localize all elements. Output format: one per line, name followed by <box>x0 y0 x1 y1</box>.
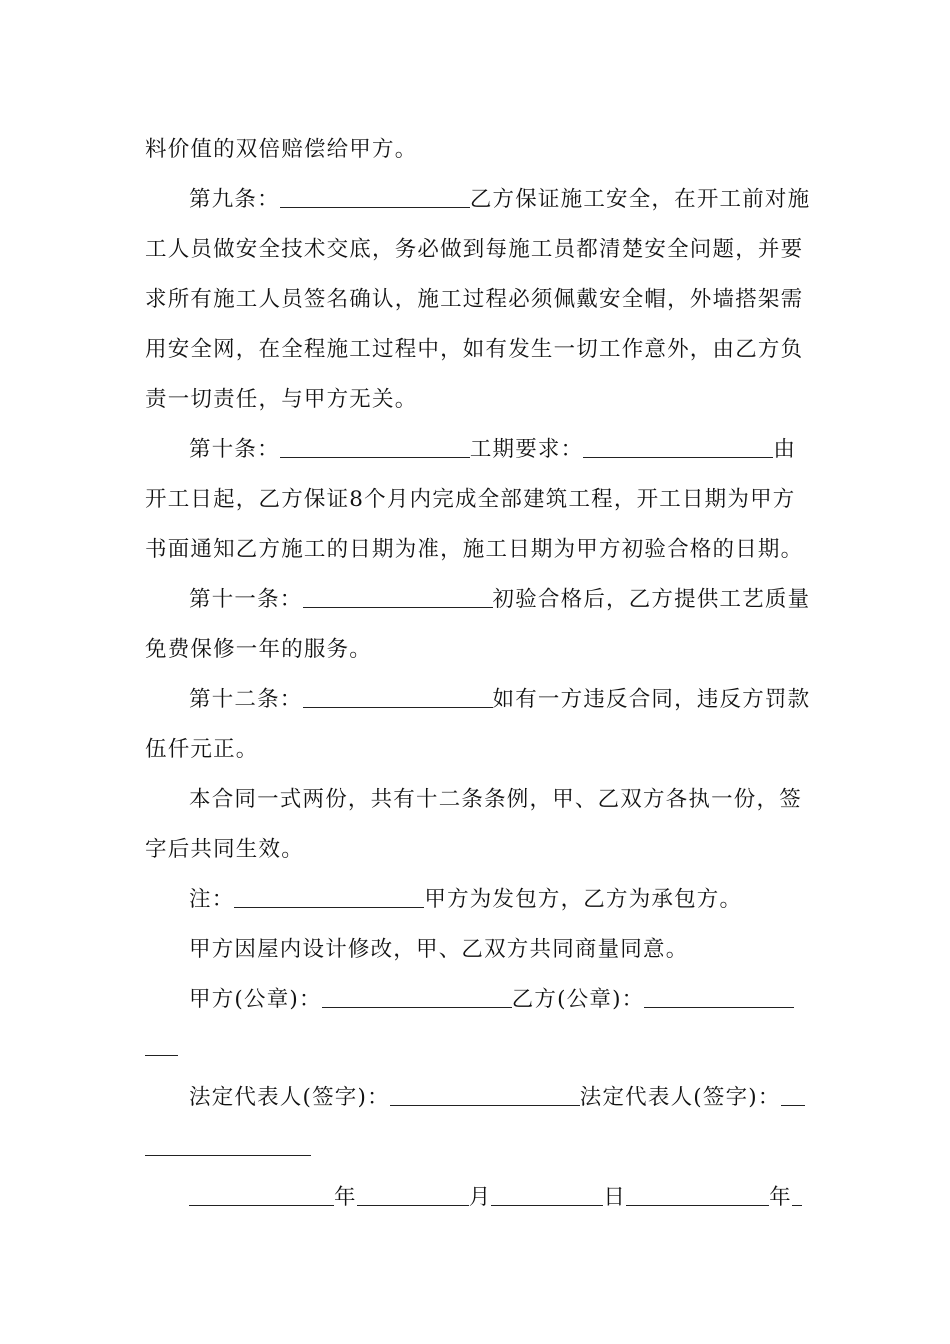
text-line: 免费保修一年的服务。 <box>145 637 373 662</box>
seal-line <box>189 986 794 1014</box>
article-9-line <box>189 186 810 214</box>
month-field[interactable] <box>357 1185 469 1206</box>
article-10-line <box>189 436 796 464</box>
text-line: 用安全网，在全程施工过程中，如有发生一切工作意外，由乙方负 <box>145 337 804 362</box>
blank-field[interactable] <box>234 887 424 908</box>
blank-field[interactable] <box>303 587 493 608</box>
article-12-text: 如有一方违反合同，违反方罚款 <box>492 687 811 712</box>
article-11-line <box>189 586 810 614</box>
text-line: 料价值的双倍赔偿给甲方。 <box>145 137 418 162</box>
party-b-seal-field[interactable] <box>644 987 794 1008</box>
text-line: 求所有施工人员签名确认，施工过程必须佩戴安全帽，外墙搭架需 <box>145 287 804 312</box>
article-10-label: 第十条： <box>189 437 280 462</box>
rep-a-label: 法定代表人(签字)： <box>189 1085 390 1110</box>
party-b-seal-label: 乙方(公章)： <box>511 987 645 1012</box>
note-label: 注： <box>189 887 235 912</box>
year-field-2[interactable] <box>626 1185 769 1206</box>
blank-field[interactable] <box>280 187 470 208</box>
blank-field[interactable] <box>583 437 773 458</box>
rep-b-signature-field[interactable] <box>781 1085 805 1106</box>
party-a-seal-label: 甲方(公章)： <box>189 987 322 1012</box>
date-line <box>189 1184 802 1212</box>
day-field[interactable] <box>491 1185 603 1206</box>
note-line <box>189 886 742 914</box>
party-a-seal-field[interactable] <box>322 987 512 1008</box>
article-10-mid: 工期要求： <box>469 437 584 462</box>
year-label-2: 年 <box>769 1185 792 1210</box>
text-line: 工人员做安全技术交底，务必做到每施工员都清楚安全问题，并要 <box>145 237 804 262</box>
rep-a-signature-field[interactable] <box>390 1085 580 1106</box>
text-line: 开工日起，乙方保证8个月内完成全部建筑工程，开工日期为甲方 <box>145 487 796 512</box>
party-b-seal-field-continued[interactable] <box>145 1055 178 1056</box>
article-12-label: 第十二条： <box>189 687 303 712</box>
text-line: 字后共同生效。 <box>145 837 304 862</box>
month-label: 月 <box>468 1185 492 1210</box>
signature-line <box>189 1084 805 1112</box>
article-11-label: 第十一条： <box>189 587 303 612</box>
text-line: 书面通知乙方施工的日期为准，施工日期为甲方初验合格的日期。 <box>145 537 804 562</box>
rep-b-label: 法定代表人(签字)： <box>579 1085 781 1110</box>
year-label: 年 <box>334 1185 357 1210</box>
rep-b-signature-field-continued[interactable] <box>145 1155 311 1156</box>
article-11-text: 初验合格后，乙方提供工艺质量 <box>492 587 811 612</box>
text-line: 甲方因屋内设计修改，甲、乙双方共同商量同意。 <box>189 937 689 962</box>
article-10-end: 由 <box>773 437 797 462</box>
article-9-label: 第九条： <box>189 187 280 212</box>
note-text: 甲方为发包方，乙方为承包方。 <box>424 887 743 912</box>
text-line: 责一切责任，与甲方无关。 <box>145 387 418 412</box>
article-12-line <box>189 686 810 714</box>
day-label: 日 <box>603 1185 627 1210</box>
article-9-text: 乙方保证施工安全，在开工前对施 <box>469 187 811 212</box>
text-line: 伍仟元正。 <box>145 737 259 762</box>
text-line: 本合同一式两份，共有十二条条例，甲、乙双方各执一份，签 <box>189 787 802 812</box>
blank-field[interactable] <box>792 1185 802 1206</box>
year-field[interactable] <box>189 1185 334 1206</box>
blank-field[interactable] <box>280 437 470 458</box>
blank-field[interactable] <box>303 687 493 708</box>
